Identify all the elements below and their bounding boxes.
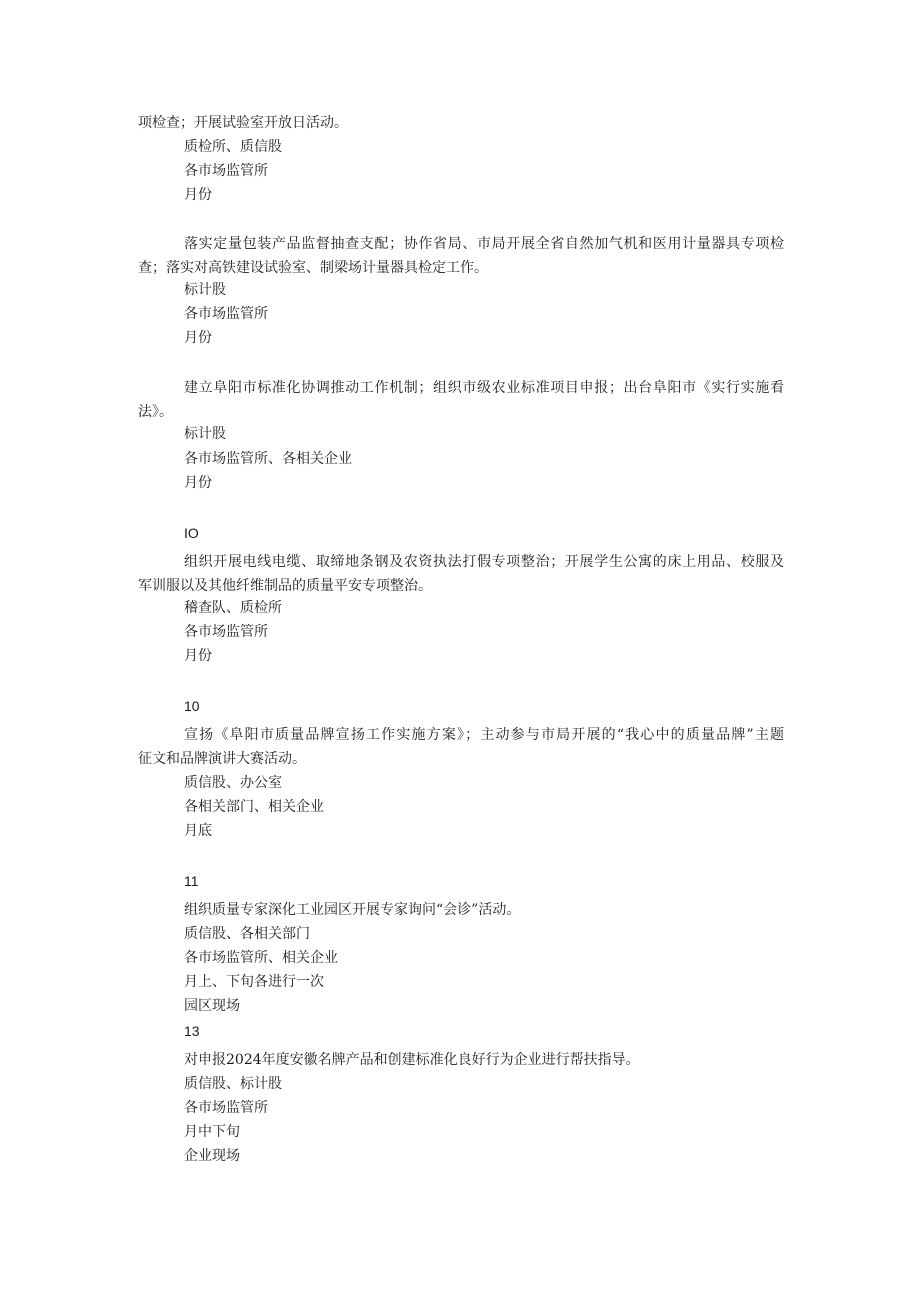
item-number: 11: [184, 873, 199, 889]
item-place: 企业现场: [184, 1148, 240, 1164]
item-content: [138, 232, 784, 280]
content-line: 征文和品牌演讲大赛活动。: [138, 751, 306, 767]
item-content: [138, 550, 784, 598]
item-cooperator: 各市场监管所: [184, 624, 268, 640]
item-cooperator: 各市场监管所、相关企业: [184, 950, 338, 966]
item-cooperator: 各相关部门、相关企业: [184, 799, 324, 815]
item-department: 稽查队、质检所: [184, 600, 282, 616]
item-cooperator: 各市场监管所: [184, 306, 268, 322]
content-line: 建立阜阳市标准化协调推动工作机制；组织市级农业标准项目申报；出台阜阳市《实行实施看: [184, 380, 784, 396]
item-department: 质检所、质信股: [184, 139, 282, 155]
content-line: 查；落实对高铁建设试验室、制梁场计量器具检定工作。: [138, 260, 488, 276]
content-line: 宣扬《阜阳市质量品牌宣扬工作实施方案》；主动参与市局开展的“我心中的质量品牌”主题: [184, 727, 784, 743]
item-cooperator: 各市场监管所: [184, 163, 268, 179]
item-time: 月中下旬: [184, 1124, 240, 1140]
item-time: 月份: [184, 648, 212, 664]
item-number: 13: [184, 1023, 200, 1039]
item-time: 月份: [184, 330, 212, 346]
item-content: [138, 376, 784, 424]
item-department: 质信股、各相关部门: [184, 926, 310, 942]
item-content: [138, 723, 784, 771]
item-department: 标计股: [184, 426, 226, 442]
item-time: 月份: [184, 187, 212, 203]
item-time: 月上、下旬各进行一次: [184, 974, 324, 990]
item-number: 10: [184, 698, 200, 714]
item-place: 园区现场: [184, 998, 240, 1014]
content-line: 组织开展电线电缆、取缔地条钢及农资执法打假专项整治；开展学生公寓的床上用品、校服及: [184, 554, 784, 570]
content-line: 法》。: [138, 404, 173, 420]
item-number: IO: [184, 525, 199, 541]
item-content: 对申报2024年度安徽名牌产品和创建标准化良好行为企业进行帮扶指导。: [184, 1052, 640, 1068]
content-line: 落实定量包装产品监督抽查支配；协作省局、市局开展全省自然加气机和医用计量器具专项检: [184, 236, 784, 252]
item-time: 月底: [184, 823, 212, 839]
item-department: 标计股: [184, 282, 226, 298]
item-department: 质信股、办公室: [184, 775, 282, 791]
item-content: 组织质量专家深化工业园区开展专家询问“会诊”活动。: [184, 902, 521, 918]
item-department: 质信股、标计股: [184, 1076, 282, 1092]
content-line: 军训服以及其他纤维制品的质量平安专项整治。: [138, 578, 432, 594]
item-time: 月份: [184, 475, 212, 491]
item-cooperator: 各市场监管所: [184, 1100, 268, 1116]
item-content: 项检查；开展试验室开放日活动。: [138, 115, 348, 131]
item-cooperator: 各市场监管所、各相关企业: [184, 451, 352, 467]
